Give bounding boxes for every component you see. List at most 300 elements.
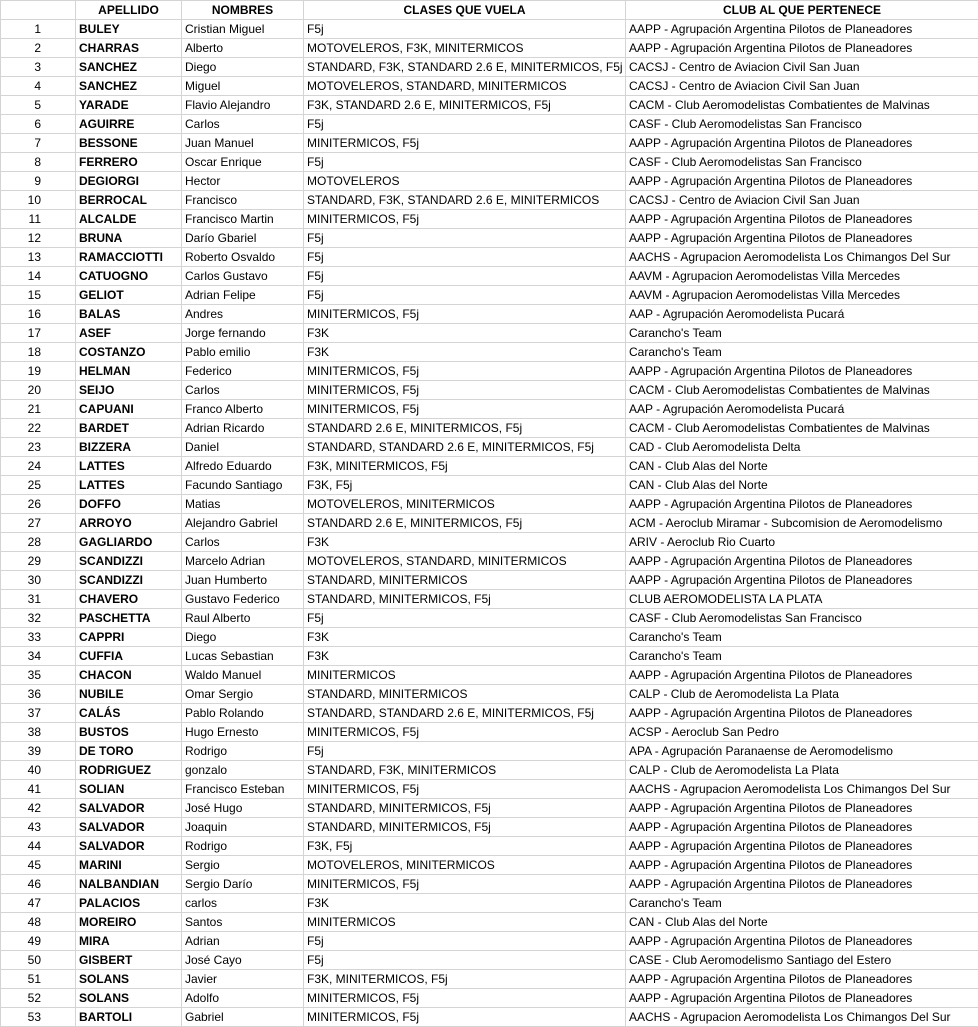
table-row [1,229,978,248]
cell-nombres[interactable]: Carlos [182,533,304,552]
cell-nombres[interactable]: Santos [182,913,304,932]
cell-row-number[interactable]: 8 [1,153,76,172]
cell-club[interactable]: Carancho's Team [626,647,978,666]
cell-row-number[interactable]: 53 [1,1008,76,1027]
cell-club[interactable]: AAPP - Agrupación Argentina Pilotos de Planeadores [626,172,978,191]
cell-row-number[interactable]: 49 [1,932,76,951]
cell-clases[interactable]: MINITERMICOS, F5j [304,362,626,381]
cell-row-number[interactable]: 30 [1,571,76,590]
cell-nombres[interactable]: Hugo Ernesto [182,723,304,742]
cell-nombres[interactable]: Hector [182,172,304,191]
cell-row-number[interactable]: 38 [1,723,76,742]
cell-nombres[interactable]: Francisco [182,191,304,210]
cell-nombres[interactable]: Franco Alberto [182,400,304,419]
cell-nombres[interactable]: Oscar Enrique [182,153,304,172]
table-row [1,419,978,438]
cell-nombres[interactable]: Francisco Martin [182,210,304,229]
cell-club[interactable]: AACHS - Agrupacion Aeromodelista Los Chimangos Del Sur [626,1008,978,1027]
cell-row-number[interactable]: 13 [1,248,76,267]
cell-clases[interactable]: F3K [304,894,626,913]
cell-clases[interactable]: STANDARD, MINITERMICOS [304,685,626,704]
cell-row-number[interactable]: 19 [1,362,76,381]
cell-row-number[interactable]: 40 [1,761,76,780]
header-apellido[interactable]: APELLIDO [76,1,182,20]
cell-nombres[interactable]: Carlos Gustavo [182,267,304,286]
cell-apellido[interactable]: PALACIOS [76,894,182,913]
cell-clases[interactable]: F5j [304,951,626,970]
cell-club[interactable]: Carancho's Team [626,324,978,343]
cell-clases[interactable]: STANDARD, MINITERMICOS [304,571,626,590]
cell-clases[interactable]: STANDARD, MINITERMICOS, F5j [304,818,626,837]
cell-nombres[interactable]: Matias [182,495,304,514]
cell-clases[interactable]: MINITERMICOS, F5j [304,134,626,153]
cell-clases[interactable]: F5j [304,153,626,172]
cell-club[interactable]: AAPP - Agrupación Argentina Pilotos de Planeadores [626,571,978,590]
cell-club[interactable]: CASE - Club Aeromodelismo Santiago del Estero [626,951,978,970]
cell-nombres[interactable]: Pablo Rolando [182,704,304,723]
cell-apellido[interactable]: BALAS [76,305,182,324]
cell-apellido[interactable]: GAGLIARDO [76,533,182,552]
table-row [1,666,978,685]
table-row [1,799,978,818]
table-row [1,875,978,894]
cell-clases[interactable]: F3K [304,343,626,362]
cell-apellido[interactable]: CALÁS [76,704,182,723]
cell-apellido[interactable]: CHACON [76,666,182,685]
cell-clases[interactable]: F5j [304,609,626,628]
cell-clases[interactable]: F5j [304,932,626,951]
cell-clases[interactable]: MINITERMICOS, F5j [304,305,626,324]
table-row [1,761,978,780]
table-row [1,400,978,419]
cell-clases[interactable]: F3K [304,628,626,647]
table-row [1,191,978,210]
cell-nombres[interactable]: José Cayo [182,951,304,970]
cell-apellido[interactable]: BESSONE [76,134,182,153]
cell-apellido[interactable]: MIRA [76,932,182,951]
cell-club[interactable]: AAPP - Agrupación Argentina Pilotos de Planeadores [626,39,978,58]
cell-apellido[interactable]: SANCHEZ [76,77,182,96]
cell-nombres[interactable]: Rodrigo [182,837,304,856]
header-clases[interactable]: CLASES QUE VUELA [304,1,626,20]
cell-row-number[interactable]: 27 [1,514,76,533]
cell-club[interactable]: AAPP - Agrupación Argentina Pilotos de Planeadores [626,552,978,571]
cell-apellido[interactable]: ALCALDE [76,210,182,229]
cell-apellido[interactable]: SCANDIZZI [76,571,182,590]
cell-clases[interactable]: F5j [304,115,626,134]
cell-club[interactable]: AAPP - Agrupación Argentina Pilotos de Planeadores [626,210,978,229]
cell-clases[interactable]: MOTOVELEROS, MINITERMICOS [304,856,626,875]
cell-apellido[interactable]: GELIOT [76,286,182,305]
cell-row-number[interactable]: 29 [1,552,76,571]
cell-nombres[interactable]: Omar Sergio [182,685,304,704]
cell-apellido[interactable]: CAPPRI [76,628,182,647]
cell-row-number[interactable]: 44 [1,837,76,856]
cell-apellido[interactable]: SALVADOR [76,799,182,818]
cell-nombres[interactable]: Adrian Felipe [182,286,304,305]
table-row [1,343,978,362]
cell-nombres[interactable]: Lucas Sebastian [182,647,304,666]
cell-clases[interactable]: MINITERMICOS, F5j [304,210,626,229]
table-row [1,723,978,742]
cell-nombres[interactable]: Raul Alberto [182,609,304,628]
cell-row-number[interactable]: 1 [1,20,76,39]
cell-club[interactable]: AAPP - Agrupación Argentina Pilotos de Planeadores [626,799,978,818]
cell-apellido[interactable]: CATUOGNO [76,267,182,286]
cell-clases[interactable]: MINITERMICOS, F5j [304,723,626,742]
cell-apellido[interactable]: BIZZERA [76,438,182,457]
cell-clases[interactable]: MINITERMICOS, F5j [304,400,626,419]
cell-row-number[interactable]: 10 [1,191,76,210]
cell-nombres[interactable]: Sergio [182,856,304,875]
cell-clases[interactable]: F3K, STANDARD 2.6 E, MINITERMICOS, F5j [304,96,626,115]
table-row [1,704,978,723]
cell-row-number[interactable]: 17 [1,324,76,343]
cell-club[interactable]: Carancho's Team [626,628,978,647]
cell-nombres[interactable]: Alberto [182,39,304,58]
table-row [1,438,978,457]
cell-club[interactable]: AAPP - Agrupación Argentina Pilotos de Planeadores [626,229,978,248]
table-row [1,381,978,400]
cell-clases[interactable]: STANDARD 2.6 E, MINITERMICOS, F5j [304,419,626,438]
cell-row-number[interactable]: 4 [1,77,76,96]
cell-nombres[interactable]: Waldo Manuel [182,666,304,685]
cell-row-number[interactable]: 35 [1,666,76,685]
table-row [1,267,978,286]
cell-nombres[interactable]: Alfredo Eduardo [182,457,304,476]
cell-club[interactable]: AAVM - Agrupacion Aeromodelistas Villa Mercedes [626,286,978,305]
cell-club[interactable]: CASF - Club Aeromodelistas San Francisco [626,609,978,628]
cell-row-number[interactable]: 36 [1,685,76,704]
cell-club[interactable]: CAN - Club Alas del Norte [626,457,978,476]
table-row [1,685,978,704]
cell-apellido[interactable]: ARROYO [76,514,182,533]
cell-club[interactable]: AAP - Agrupación Aeromodelista Pucará [626,305,978,324]
cell-club[interactable]: ACSP - Aeroclub San Pedro [626,723,978,742]
cell-clases[interactable]: F5j [304,229,626,248]
cell-club[interactable]: CACM - Club Aeromodelistas Combatientes de Malvinas [626,419,978,438]
cell-clases[interactable]: F3K, F5j [304,476,626,495]
cell-row-number[interactable]: 15 [1,286,76,305]
cell-row-number[interactable]: 24 [1,457,76,476]
cell-row-number[interactable]: 47 [1,894,76,913]
cell-nombres[interactable]: Adrian Ricardo [182,419,304,438]
cell-clases[interactable]: F5j [304,742,626,761]
cell-clases[interactable]: MINITERMICOS, F5j [304,875,626,894]
cell-nombres[interactable]: Federico [182,362,304,381]
cell-club[interactable]: CACSJ - Centro de Aviacion Civil San Juan [626,77,978,96]
cell-nombres[interactable]: Juan Manuel [182,134,304,153]
cell-row-number[interactable]: 39 [1,742,76,761]
cell-row-number[interactable]: 11 [1,210,76,229]
table-row [1,571,978,590]
cell-nombres[interactable]: Carlos [182,381,304,400]
cell-row-number[interactable]: 21 [1,400,76,419]
cell-apellido[interactable]: DOFFO [76,495,182,514]
cell-apellido[interactable]: SCANDIZZI [76,552,182,571]
cell-nombres[interactable]: Roberto Osvaldo [182,248,304,267]
cell-apellido[interactable]: CHARRAS [76,39,182,58]
cell-apellido[interactable]: BRUNA [76,229,182,248]
cell-apellido[interactable]: CHAVERO [76,590,182,609]
table-row [1,115,978,134]
cell-nombres[interactable]: Francisco Esteban [182,780,304,799]
table-row [1,590,978,609]
cell-nombres[interactable]: Diego [182,628,304,647]
cell-nombres[interactable]: Darío Gbariel [182,229,304,248]
cell-row-number[interactable]: 34 [1,647,76,666]
cell-row-number[interactable]: 12 [1,229,76,248]
cell-nombres[interactable]: Diego [182,58,304,77]
cell-apellido[interactable]: AGUIRRE [76,115,182,134]
cell-row-number[interactable]: 25 [1,476,76,495]
cell-apellido[interactable]: BUSTOS [76,723,182,742]
cell-apellido[interactable]: RODRIGUEZ [76,761,182,780]
cell-club[interactable]: AAPP - Agrupación Argentina Pilotos de Planeadores [626,666,978,685]
cell-club[interactable]: CALP - Club de Aeromodelista La Plata [626,761,978,780]
cell-row-number[interactable]: 2 [1,39,76,58]
cell-clases[interactable]: F5j [304,286,626,305]
cell-club[interactable]: CACM - Club Aeromodelistas Combatientes de Malvinas [626,96,978,115]
cell-apellido[interactable]: CUFFIA [76,647,182,666]
cell-club[interactable]: AAPP - Agrupación Argentina Pilotos de Planeadores [626,932,978,951]
cell-clases[interactable]: STANDARD, F3K, STANDARD 2.6 E, MINITERMICOS, F5j [304,58,626,77]
cell-nombres[interactable]: Pablo emilio [182,343,304,362]
cell-clases[interactable]: MINITERMICOS, F5j [304,381,626,400]
cell-apellido[interactable]: MARINI [76,856,182,875]
cell-apellido[interactable]: BARTOLI [76,1008,182,1027]
cell-row-number[interactable]: 7 [1,134,76,153]
cell-clases[interactable]: F3K [304,533,626,552]
cell-nombres[interactable]: Adolfo [182,989,304,1008]
cell-nombres[interactable]: Miguel [182,77,304,96]
cell-club[interactable]: AAPP - Agrupación Argentina Pilotos de Planeadores [626,875,978,894]
cell-clases[interactable]: MOTOVELEROS, MINITERMICOS [304,495,626,514]
cell-club[interactable]: AAPP - Agrupación Argentina Pilotos de Planeadores [626,362,978,381]
cell-apellido[interactable]: ASEF [76,324,182,343]
cell-clases[interactable]: MINITERMICOS [304,913,626,932]
cell-club[interactable]: AAP - Agrupación Aeromodelista Pucará [626,400,978,419]
cell-clases[interactable]: MINITERMICOS, F5j [304,1008,626,1027]
cell-clases[interactable]: F3K, MINITERMICOS, F5j [304,457,626,476]
cell-clases[interactable]: STANDARD, F3K, STANDARD 2.6 E, MINITERMICOS [304,191,626,210]
cell-nombres[interactable]: Rodrigo [182,742,304,761]
table-row [1,913,978,932]
cell-apellido[interactable]: HELMAN [76,362,182,381]
cell-nombres[interactable]: Facundo Santiago [182,476,304,495]
cell-clases[interactable]: MINITERMICOS, F5j [304,780,626,799]
cell-row-number[interactable]: 50 [1,951,76,970]
table-row [1,818,978,837]
cell-row-number[interactable]: 3 [1,58,76,77]
cell-club[interactable]: AAPP - Agrupación Argentina Pilotos de Planeadores [626,856,978,875]
cell-clases[interactable]: MINITERMICOS, F5j [304,989,626,1008]
cell-clases[interactable]: STANDARD, STANDARD 2.6 E, MINITERMICOS, F5j [304,438,626,457]
cell-apellido[interactable]: DEGIORGI [76,172,182,191]
cell-nombres[interactable]: Gabriel [182,1008,304,1027]
cell-apellido[interactable]: BERROCAL [76,191,182,210]
cell-clases[interactable]: F5j [304,20,626,39]
cell-club[interactable]: ARIV - Aeroclub Rio Cuarto [626,533,978,552]
cell-apellido[interactable]: SOLANS [76,989,182,1008]
cell-club[interactable]: CASF - Club Aeromodelistas San Francisco [626,153,978,172]
cell-clases[interactable]: F3K [304,324,626,343]
table-row [1,856,978,875]
cell-club[interactable]: CASF - Club Aeromodelistas San Francisco [626,115,978,134]
cell-nombres[interactable]: Andres [182,305,304,324]
cell-clases[interactable]: STANDARD, STANDARD 2.6 E, MINITERMICOS, F5j [304,704,626,723]
cell-row-number[interactable]: 6 [1,115,76,134]
table-row [1,153,978,172]
cell-club[interactable]: AACHS - Agrupacion Aeromodelista Los Chimangos Del Sur [626,780,978,799]
cell-club[interactable]: CACSJ - Centro de Aviacion Civil San Juan [626,191,978,210]
cell-clases[interactable]: STANDARD, MINITERMICOS, F5j [304,799,626,818]
cell-club[interactable]: CAN - Club Alas del Norte [626,913,978,932]
header-index[interactable] [1,1,76,20]
cell-club[interactable]: CAN - Club Alas del Norte [626,476,978,495]
table-row [1,495,978,514]
cell-apellido[interactable]: SOLIAN [76,780,182,799]
cell-nombres[interactable]: José Hugo [182,799,304,818]
cell-clases[interactable]: F5j [304,248,626,267]
cell-row-number[interactable]: 22 [1,419,76,438]
cell-row-number[interactable]: 48 [1,913,76,932]
cell-row-number[interactable]: 32 [1,609,76,628]
cell-row-number[interactable]: 9 [1,172,76,191]
cell-apellido[interactable]: SOLANS [76,970,182,989]
cell-club[interactable]: ACM - Aeroclub Miramar - Subcomision de Aeromodelismo [626,514,978,533]
cell-nombres[interactable]: Alejandro Gabriel [182,514,304,533]
cell-nombres[interactable]: carlos [182,894,304,913]
cell-row-number[interactable]: 43 [1,818,76,837]
cell-club[interactable]: CALP - Club de Aeromodelista La Plata [626,685,978,704]
cell-apellido[interactable]: RAMACCIOTTI [76,248,182,267]
cell-apellido[interactable]: FERRERO [76,153,182,172]
cell-nombres[interactable]: Daniel [182,438,304,457]
cell-apellido[interactable]: DE TORO [76,742,182,761]
cell-apellido[interactable]: SEIJO [76,381,182,400]
cell-nombres[interactable]: Adrian [182,932,304,951]
cell-apellido[interactable]: LATTES [76,476,182,495]
cell-apellido[interactable]: BULEY [76,20,182,39]
table-row [1,305,978,324]
cell-nombres[interactable]: Cristian Miguel [182,20,304,39]
cell-row-number[interactable]: 51 [1,970,76,989]
cell-apellido[interactable]: CAPUANI [76,400,182,419]
cell-clases[interactable]: MOTOVELEROS, F3K, MINITERMICOS [304,39,626,58]
cell-row-number[interactable]: 37 [1,704,76,723]
cell-row-number[interactable]: 28 [1,533,76,552]
cell-row-number[interactable]: 23 [1,438,76,457]
cell-apellido[interactable]: MOREIRO [76,913,182,932]
cell-row-number[interactable]: 31 [1,590,76,609]
cell-clases[interactable]: STANDARD, F3K, MINITERMICOS [304,761,626,780]
cell-club[interactable]: AAPP - Agrupación Argentina Pilotos de Planeadores [626,495,978,514]
cell-club[interactable]: AAPP - Agrupación Argentina Pilotos de Planeadores [626,989,978,1008]
cell-nombres[interactable]: Jorge fernando [182,324,304,343]
cell-nombres[interactable]: gonzalo [182,761,304,780]
cell-club[interactable]: AAPP - Agrupación Argentina Pilotos de Planeadores [626,818,978,837]
cell-row-number[interactable]: 16 [1,305,76,324]
cell-row-number[interactable]: 14 [1,267,76,286]
table-row [1,609,978,628]
cell-apellido[interactable]: NUBILE [76,685,182,704]
cell-apellido[interactable]: SALVADOR [76,837,182,856]
cell-apellido[interactable]: COSTANZO [76,343,182,362]
cell-clases[interactable]: MOTOVELEROS, STANDARD, MINITERMICOS [304,552,626,571]
cell-nombres[interactable]: Marcelo Adrian [182,552,304,571]
cell-club[interactable]: Carancho's Team [626,343,978,362]
cell-nombres[interactable]: Sergio Darío [182,875,304,894]
cell-row-number[interactable]: 33 [1,628,76,647]
cell-apellido[interactable]: PASCHETTA [76,609,182,628]
cell-apellido[interactable]: SANCHEZ [76,58,182,77]
cell-club[interactable]: CAD - Club Aeromodelista Delta [626,438,978,457]
cell-club[interactable]: CACM - Club Aeromodelistas Combatientes de Malvinas [626,381,978,400]
cell-row-number[interactable]: 46 [1,875,76,894]
cell-apellido[interactable]: NALBANDIAN [76,875,182,894]
cell-row-number[interactable]: 5 [1,96,76,115]
cell-apellido[interactable]: BARDET [76,419,182,438]
cell-apellido[interactable]: YARADE [76,96,182,115]
cell-clases[interactable]: STANDARD, MINITERMICOS, F5j [304,590,626,609]
cell-clases[interactable]: MOTOVELEROS [304,172,626,191]
cell-nombres[interactable]: Javier [182,970,304,989]
cell-nombres[interactable]: Joaquin [182,818,304,837]
cell-row-number[interactable]: 26 [1,495,76,514]
cell-clases[interactable]: F5j [304,267,626,286]
cell-row-number[interactable]: 20 [1,381,76,400]
cell-club[interactable]: AAVM - Agrupacion Aeromodelistas Villa Mercedes [626,267,978,286]
cell-club[interactable]: AACHS - Agrupacion Aeromodelista Los Chimangos Del Sur [626,248,978,267]
cell-clases[interactable]: F3K, MINITERMICOS, F5j [304,970,626,989]
header-nombres[interactable]: NOMBRES [182,1,304,20]
cell-row-number[interactable]: 45 [1,856,76,875]
table-row [1,742,978,761]
cell-club[interactable]: APA - Agrupación Paranaense de Aeromodelismo [626,742,978,761]
cell-club[interactable]: AAPP - Agrupación Argentina Pilotos de Planeadores [626,134,978,153]
cell-apellido[interactable]: GISBERT [76,951,182,970]
cell-club[interactable]: AAPP - Agrupación Argentina Pilotos de Planeadores [626,704,978,723]
cell-nombres[interactable]: Flavio Alejandro [182,96,304,115]
cell-clases[interactable]: MINITERMICOS [304,666,626,685]
cell-clases[interactable]: F3K, F5j [304,837,626,856]
cell-clases[interactable]: MOTOVELEROS, STANDARD, MINITERMICOS [304,77,626,96]
cell-nombres[interactable]: Carlos [182,115,304,134]
cell-club[interactable]: CACSJ - Centro de Aviacion Civil San Juan [626,58,978,77]
cell-row-number[interactable]: 18 [1,343,76,362]
cell-club[interactable]: CLUB AEROMODELISTA LA PLATA [626,590,978,609]
cell-clases[interactable]: F3K [304,647,626,666]
cell-club[interactable]: AAPP - Agrupación Argentina Pilotos de Planeadores [626,970,978,989]
cell-apellido[interactable]: SALVADOR [76,818,182,837]
cell-row-number[interactable]: 41 [1,780,76,799]
table-row [1,780,978,799]
cell-nombres[interactable]: Gustavo Federico [182,590,304,609]
cell-apellido[interactable]: LATTES [76,457,182,476]
header-club[interactable]: CLUB AL QUE PERTENECE [626,1,978,20]
cell-club[interactable]: Carancho's Team [626,894,978,913]
cell-row-number[interactable]: 52 [1,989,76,1008]
cell-nombres[interactable]: Juan Humberto [182,571,304,590]
cell-club[interactable]: AAPP - Agrupación Argentina Pilotos de Planeadores [626,20,978,39]
cell-row-number[interactable]: 42 [1,799,76,818]
cell-club[interactable]: AAPP - Agrupación Argentina Pilotos de Planeadores [626,837,978,856]
table-row [1,894,978,913]
table-row [1,39,978,58]
cell-clases[interactable]: STANDARD 2.6 E, MINITERMICOS, F5j [304,514,626,533]
table-row [1,286,978,305]
